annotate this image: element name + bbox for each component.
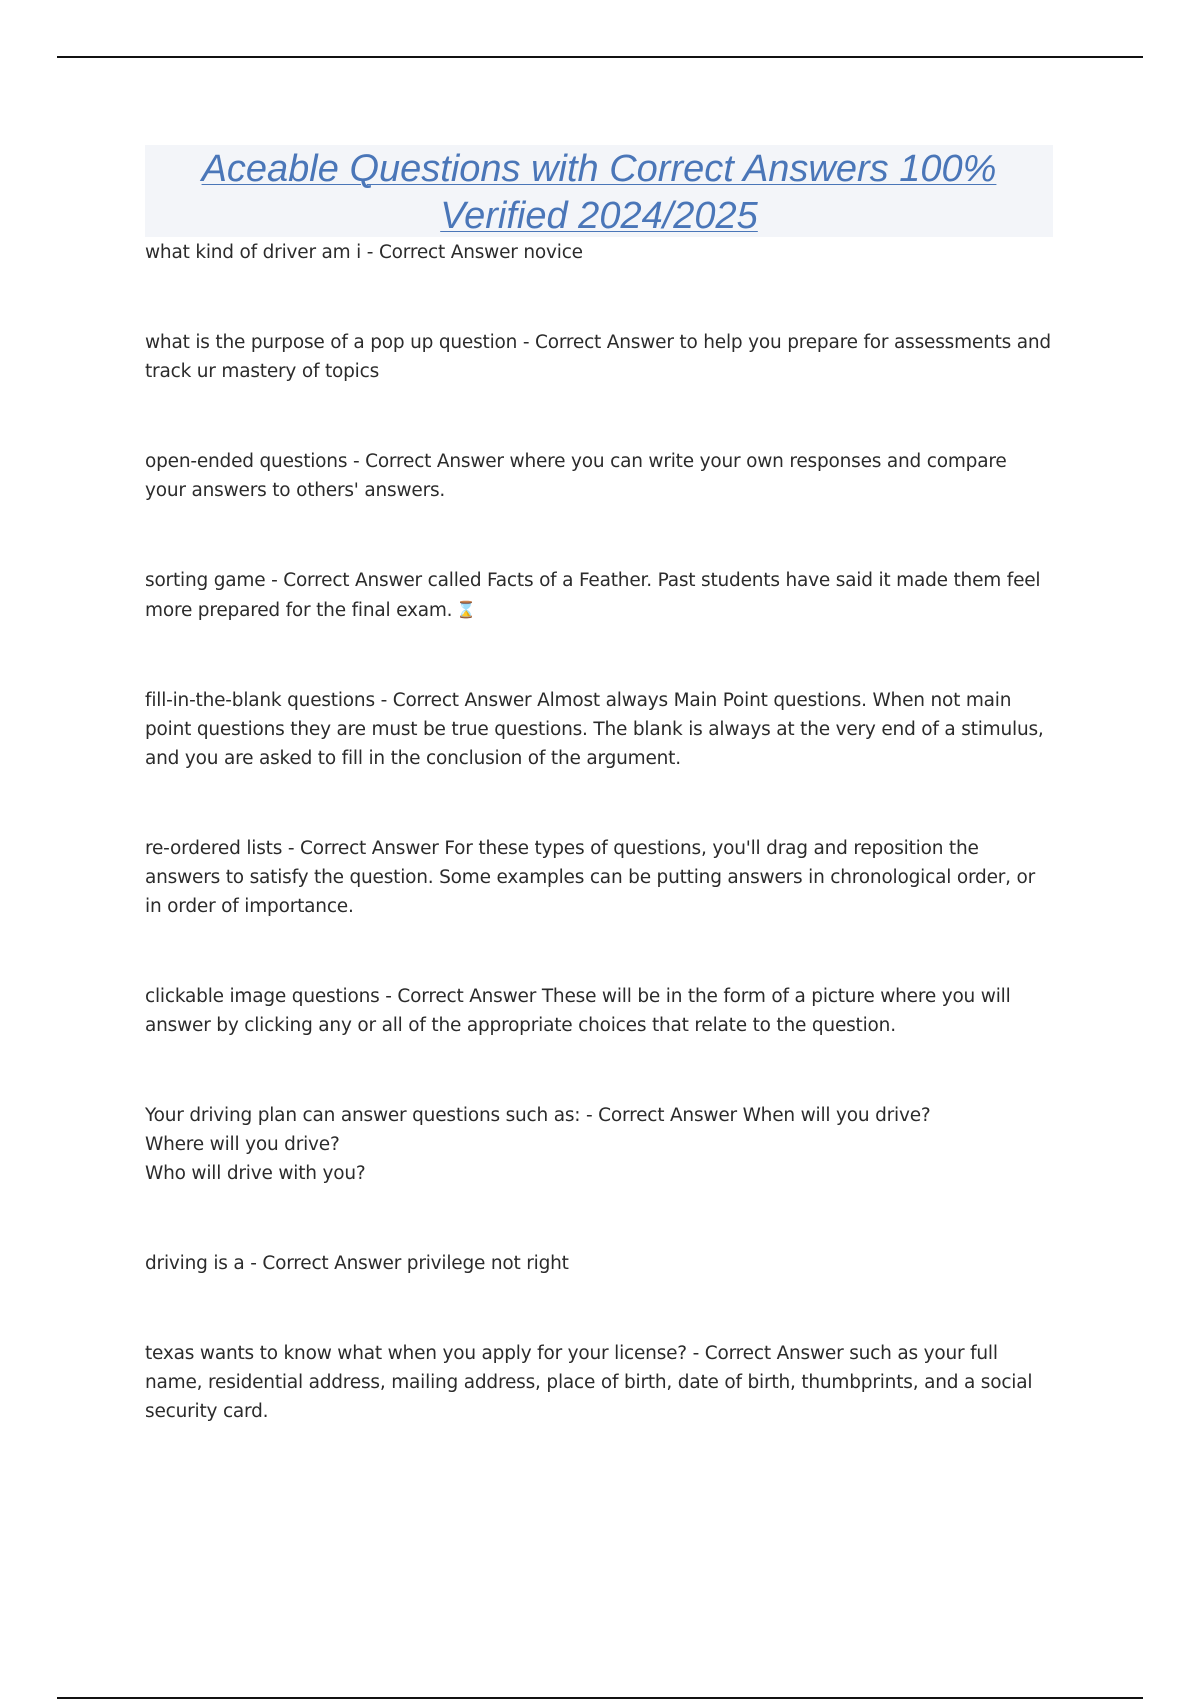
title-line-2: Verified 2024/2025 (440, 195, 758, 237)
qa-item (145, 566, 1053, 625)
qa-text: fill-in-the-blank questions - Correct Answer Almost always Main Point questions. When not main point questions they are must be true questions. The blank is always at the very end of a stimulus, and you are asked to fill in the conclusion of the argument. (145, 690, 1044, 769)
qa-text: Your driving plan can answer questions such as: - Correct Answer When will you drive? (145, 1105, 931, 1126)
qa-item (145, 1101, 1053, 1188)
qa-list (145, 238, 1053, 1426)
qa-text: texas wants to know what when you apply for your license? - Correct Answer such as your full name, residential address, mailing address, place of birth, date of birth, thumbprints, and a social security card. (145, 1343, 1033, 1422)
qa-extra-line: Who will drive with you? (145, 1163, 366, 1184)
top-rule (57, 56, 1143, 58)
qa-text: what is the purpose of a pop up question - Correct Answer to help you prepare for assessments and track ur mastery of topics (145, 332, 1051, 382)
qa-item (145, 328, 1053, 386)
qa-text (145, 566, 1053, 625)
document-title (145, 145, 1053, 237)
qa-text: clickable image questions - Correct Answer These will be in the form of a picture where you will answer by clicking any or all of the appropriate choices that relate to the question. (145, 986, 1011, 1036)
qa-item (145, 1339, 1053, 1426)
title-line-1: Aceable Questions with Correct Answers 100% (201, 148, 997, 190)
bottom-rule (57, 1697, 1143, 1699)
qa-text-body: sorting game - Correct Answer called Facts of a Feather. Past students have said it made them feel more prepared for the final exam. (145, 570, 1041, 621)
qa-item (145, 834, 1053, 921)
hourglass-icon: ⌛ (456, 600, 477, 619)
qa-text: driving is a - Correct Answer privilege not right (145, 1253, 569, 1274)
qa-text: what kind of driver am i - Correct Answer novice (145, 242, 583, 263)
qa-item (145, 686, 1053, 773)
qa-item (145, 982, 1053, 1040)
qa-text: re-ordered lists - Correct Answer For these types of questions, you'll drag and reposition the answers to satisfy the question. Some examples can be putting answers in chronological order, or in order of importance. (145, 838, 1036, 917)
qa-extra-line: Where will you drive? (145, 1134, 340, 1155)
qa-item (145, 447, 1053, 505)
qa-text: open-ended questions - Correct Answer where you can write your own responses and compare your answers to others' answers. (145, 451, 1007, 501)
qa-item (145, 238, 1053, 267)
qa-item (145, 1249, 1053, 1278)
